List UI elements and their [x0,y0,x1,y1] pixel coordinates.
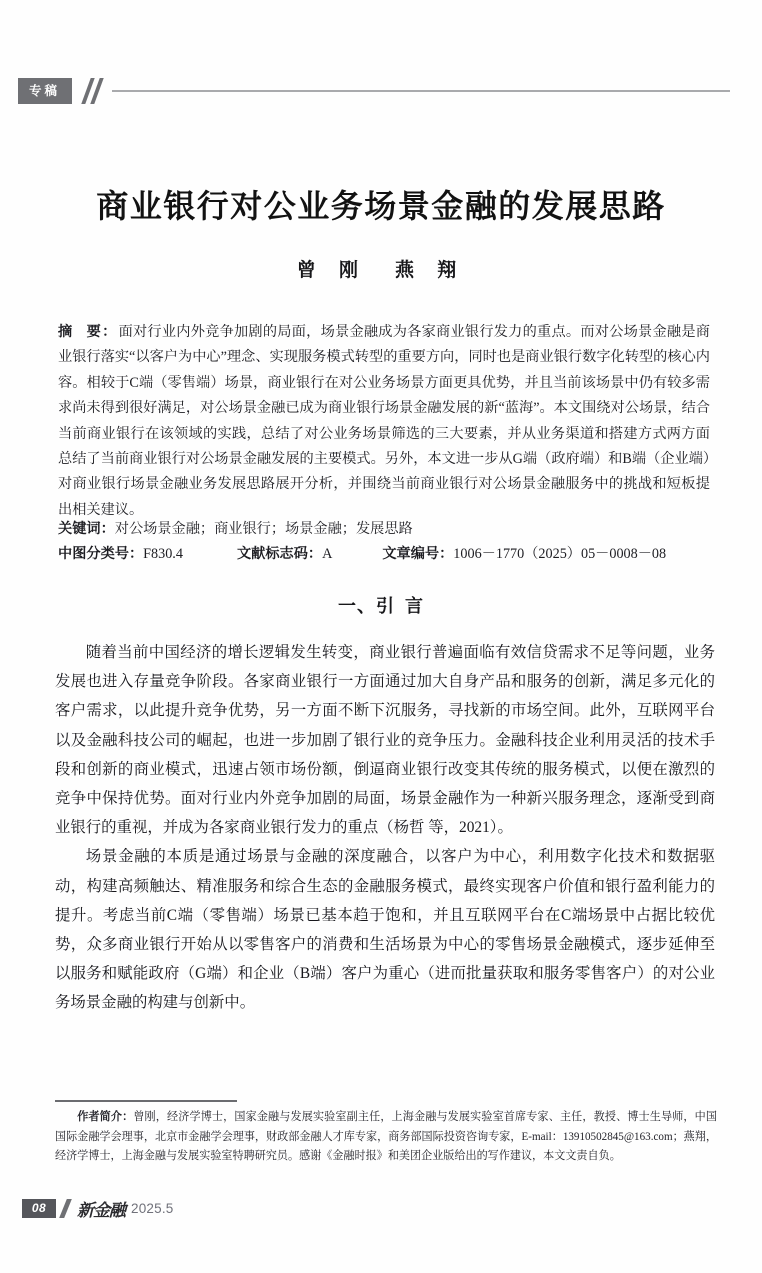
article-number-value: 1006－1770（2025）05－0008－08 [453,546,667,562]
running-head-badge: 专稿 [18,78,72,104]
abstract-text: 面对行业内外竞争加剧的局面，场景金融成为各家商业银行发力的重点。而对公场景金融是商业银行落实“以客户为中心”理念、实现服务模式转型的重要方向，同时也是商业银行数字化转型的核心内容。相较于C端（零售端）场景，商业银行在对公业务场景方面更具优势，并且当前该场景中仍有较多需求尚未得到很好满足，对公场景金融已成为商业银行场景金融发展的新“蓝海”。本文围绕对公场景，结合当前商业银行在该领域的实践，总结了对公业务场景筛选的三大要素，并从业务渠道和搭建方式两方面总结了当前商业银行对公场景金融发展的主要模式。另外，本文进一步从G端（政府端）和B端（企业端）对商业银行场景金融业务发展思路展开分析，并围绕当前商业银行对公场景金融服务中的挑战和短板提出相关建议。 [58,324,710,518]
abstract-block [58,320,710,523]
keywords-value: 对公场景金融；商业银行；场景金融；发展思路 [114,521,413,537]
author-line [0,258,762,285]
keywords-label: 关键词： [58,521,115,537]
abstract-label [58,324,118,340]
abstract-label-colon: ： [102,324,118,340]
author-name-2: 燕 翔 [395,260,466,281]
running-head [0,78,762,108]
footnote-rule [55,1100,237,1102]
clc-value: F830.4 [143,546,183,562]
journal-name: 新金融 [77,1200,125,1220]
article-metadata-line [58,542,718,567]
journal-issue: 2025.5 [131,1200,174,1216]
body-paragraph: 随着当前中国经济的增长逻辑发生转变，商业银行普遍面临有效信贷需求不足等问题，业务发展也进入存量竞争阶段。各家商业银行一方面通过加大自身产品和服务的创新，满足多元化的客户需求，以此提升竞争优势，另一方面不断下沉服务，寻找新的市场空间。此外，互联网平台以及金融科技公司的崛起，也进一步加剧了银行业的竞争压力。金融科技企业利用灵活的技术手段和创新的商业模式，迅速占领市场份额，倒逼商业银行改变其传统的服务模式，以便在激烈的竞争中保持优势。面对行业内外竞争加剧的局面，场景金融作为一种新兴服务理念，逐渐受到商业银行的重视，并成为各家商业银行发力的重点（杨哲 等，2021）。 [55,644,715,837]
article-number-label: 文章编号： [382,546,454,562]
clc-label: 中图分类号： [58,546,144,562]
section-name: 言 [405,596,424,616]
running-head-rule [112,90,730,92]
footnote-text: 曾刚，经济学博士，国家金融与发展实验室副主任，上海金融与发展实验室首席专家、主任，教授、博士生导师，中国国际金融学会理事，北京市金融学会理事，财政部金融人才库专家，商务部国际投资咨询专家，E-mail：13910502845@163.com；燕翔，经济学博士，上海金融与发展实验室特聘研究员。感谢《金融时报》和美团企业版给出的写作建议，本文文责自负。 [55,1111,717,1163]
body-text [55,638,715,1018]
double-slash-icon [84,78,110,104]
abstract-label-char-2: 要 [86,324,103,340]
body-paragraph: 场景金融的本质是通过场景与金融的深度融合，以客户为中心，利用数字化技术和数据驱动，构建高频触达、精准服务和综合生态的金融服务模式，最终实现客户价值和银行盈利能力的提升。考虑当前C端（零售端）场景已基本趋于饱和，并且互联网平台在C端场景中占据比较优势，众多商业银行开始从以零售客户的消费和生活场景为中心的零售场景金融模式，逐步延伸至以服务和赋能政府（G端）和企业（B端）客户为重心（进而批量获取和服务零售客户）的对公业务场景金融的构建与创新中。 [55,848,715,1012]
abstract-label-char-1: 摘 [58,324,74,340]
section-heading [0,592,762,618]
slash-icon [59,1199,72,1218]
section-number: 一、引 [338,596,395,616]
author-name-1: 曾 刚 [296,260,367,281]
doccode-value: A [322,546,333,562]
author-bio-footnote [55,1108,717,1167]
footnote-label: 作者简介： [77,1111,134,1123]
page-title: 商业银行对公业务场景金融的发展思路 [96,188,666,224]
keywords-line [58,517,710,542]
doccode-label: 文献标志码： [236,546,323,562]
page-number: 08 [22,1199,56,1218]
page-footer [22,1196,174,1220]
